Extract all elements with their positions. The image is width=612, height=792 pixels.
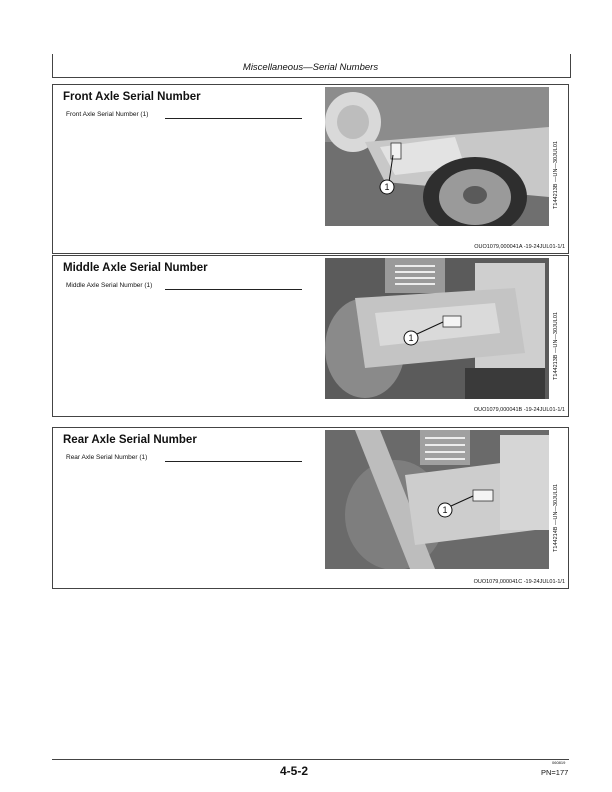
section-title: Rear Axle Serial Number <box>63 434 197 446</box>
section-title: Front Axle Serial Number <box>63 91 201 103</box>
field-label: Middle Axle Serial Number (1) <box>66 282 153 289</box>
section-rear-axle <box>52 427 569 589</box>
front-axle-photo <box>325 87 549 226</box>
reference-code: OUO1079,000041A -19-24JUL01-1/1 <box>474 244 565 250</box>
page-pn: PN=177 <box>541 768 569 777</box>
figure-code: T144213B —UN—30JUL01 <box>553 312 559 380</box>
callout-number: 1 <box>384 182 390 192</box>
figure-code: T144214B —UN—30JUL01 <box>553 484 559 552</box>
rear-axle-photo <box>325 430 549 569</box>
callout-number: 1 <box>408 333 414 343</box>
section-title: Middle Axle Serial Number <box>63 262 208 274</box>
revision-code: 060819 <box>552 760 566 765</box>
serial-number-line <box>165 461 302 462</box>
footer-rule <box>52 759 569 760</box>
serial-number-line <box>165 289 302 290</box>
figure-code: T144213B —UN—30JUL01 <box>553 141 559 209</box>
reference-code: OUO1079,000041C -19-24JUL01-1/1 <box>473 579 565 585</box>
serial-number-line <box>165 118 302 119</box>
field-label: Rear Axle Serial Number (1) <box>66 454 148 461</box>
page-header-title: Miscellaneous—Serial Numbers <box>242 62 379 73</box>
section-front-axle <box>52 84 569 254</box>
middle-axle-photo <box>325 258 549 399</box>
section-middle-axle <box>52 255 569 417</box>
field-label: Front Axle Serial Number (1) <box>66 111 149 118</box>
page-number: 4-5-2 <box>280 764 309 778</box>
reference-code: OUO1079,000041B -19-24JUL01-1/1 <box>473 407 565 413</box>
callout-number: 1 <box>442 505 448 515</box>
